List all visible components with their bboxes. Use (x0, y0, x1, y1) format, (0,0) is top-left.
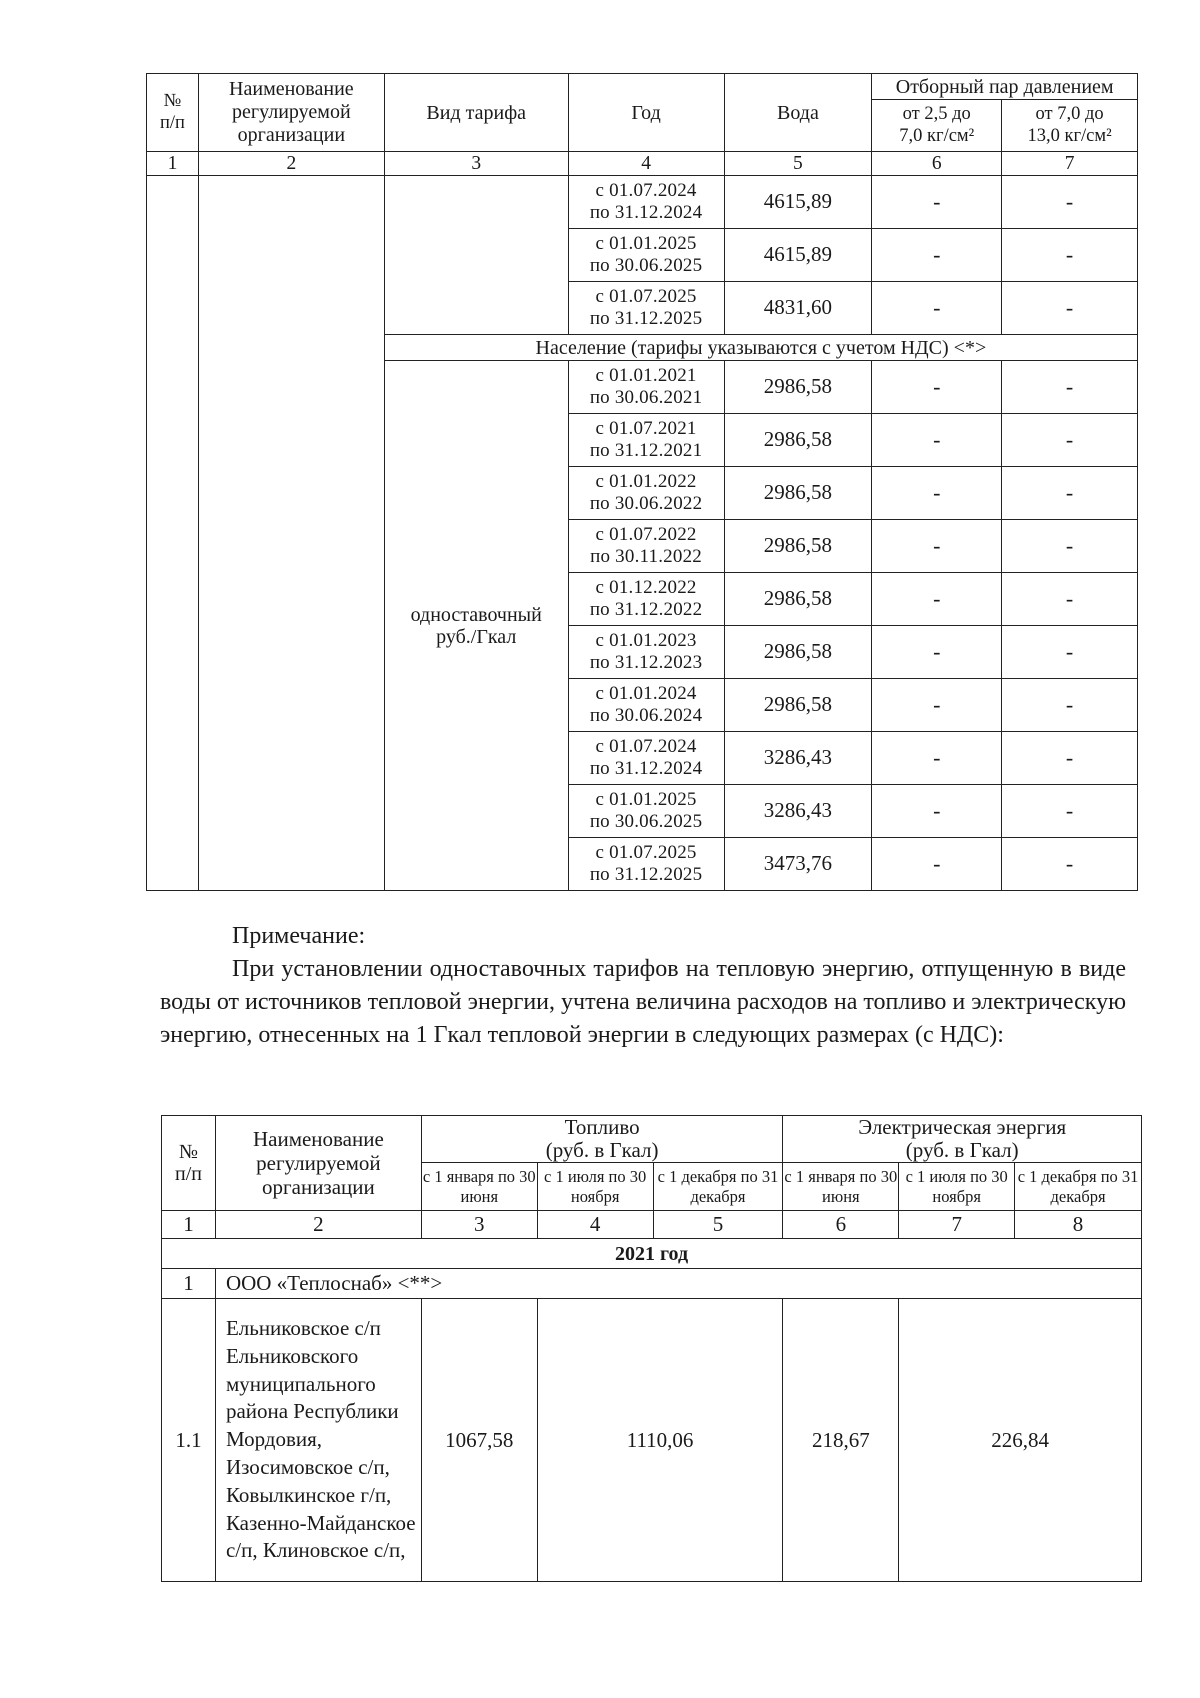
t2-header-el-p1: с 1 января по 30 июня (783, 1163, 899, 1211)
fuel-p2-p3-value: 1110,06 (537, 1299, 783, 1582)
org-cell-empty (198, 176, 384, 891)
steam-low-value: - (872, 176, 1002, 229)
steam-high-value: - (1002, 573, 1138, 626)
period-to: по 31.12.2024 (589, 202, 703, 223)
period-to: по 31.12.2023 (589, 652, 703, 673)
header-org: Наименование регулируемой организации (198, 74, 384, 152)
period-to: по 30.06.2022 (589, 493, 703, 514)
period-cell (568, 785, 724, 838)
period-to: по 31.12.2022 (589, 599, 703, 620)
steam-low-value: - (872, 520, 1002, 573)
t2-header-fuel-p2: с 1 июля по 30 ноября (537, 1163, 653, 1211)
header-steam-low: от 2,5 до 7,0 кг/см² (872, 100, 1002, 152)
period-from: с 01.07.2021 (595, 418, 697, 440)
water-value: 2986,58 (724, 361, 872, 414)
note-heading: Примечание: (232, 923, 366, 949)
steam-high-value: - (1002, 361, 1138, 414)
t2-header-electric: Электрическая энергия (руб. в Гкал) (783, 1116, 1142, 1163)
period-from: с 01.01.2024 (595, 683, 697, 705)
period-from: с 01.12.2022 (595, 577, 697, 599)
water-value: 4831,60 (724, 282, 872, 335)
steam-low-value: - (872, 626, 1002, 679)
steam-high-value: - (1002, 520, 1138, 573)
water-value: 4615,89 (724, 229, 872, 282)
period-cell (568, 679, 724, 732)
sub-row-num: 1.1 (162, 1299, 216, 1582)
period-to: по 30.06.2025 (589, 811, 703, 832)
steam-high-value: - (1002, 838, 1138, 891)
period-cell (568, 229, 724, 282)
col-number: 6 (872, 152, 1002, 176)
t2-header-fuel: Топливо (руб. в Гкал) (421, 1116, 783, 1163)
period-to: по 31.12.2025 (589, 864, 703, 885)
period-to: по 30.06.2021 (589, 387, 703, 408)
t2-col-number: 2 (215, 1211, 421, 1239)
steam-high-value: - (1002, 467, 1138, 520)
t2-header-el-p3: с 1 декабря по 31 декабря (1015, 1163, 1142, 1211)
steam-low-value: - (872, 414, 1002, 467)
col-number: 7 (1002, 152, 1138, 176)
year-row: 2021 год (162, 1239, 1142, 1269)
period-cell (568, 176, 724, 229)
t2-header-num: № п/п (162, 1116, 216, 1211)
electric-p2-p3-value: 226,84 (899, 1299, 1142, 1582)
steam-high-value: - (1002, 229, 1138, 282)
costs-table (161, 1115, 1142, 1582)
period-cell (568, 361, 724, 414)
water-value: 2986,58 (724, 467, 872, 520)
t2-header-fuel-p3: с 1 декабря по 31 декабря (653, 1163, 783, 1211)
header-steam-high: от 7,0 до 13,0 кг/см² (1002, 100, 1138, 152)
period-to: по 30.06.2025 (589, 255, 703, 276)
t2-col-number: 7 (899, 1211, 1015, 1239)
water-value: 2986,58 (724, 573, 872, 626)
steam-high-value: - (1002, 414, 1138, 467)
period-cell (568, 626, 724, 679)
steam-low-value: - (872, 229, 1002, 282)
sub-row-name: Ельниковское с/п Ельниковского муниципального района Республики Мордовия, Изосимовское с/п, Ковылкинское г/п, Казенно-Майданское с/п, Клиновское с/п, (215, 1299, 421, 1582)
period-cell (568, 838, 724, 891)
population-header: Население (тарифы указываются с учетом НДС) <*> (384, 335, 1137, 361)
t2-header-org: Наименование регулируемой организации (215, 1116, 421, 1211)
period-from: с 01.07.2022 (595, 524, 697, 546)
t2-col-number: 3 (421, 1211, 537, 1239)
water-value: 2986,58 (724, 414, 872, 467)
header-water: Вода (724, 74, 872, 152)
header-year: Год (568, 74, 724, 152)
t2-col-number: 8 (1015, 1211, 1142, 1239)
period-from: с 01.01.2021 (595, 365, 697, 387)
period-cell (568, 573, 724, 626)
org-row-num: 1 (162, 1269, 216, 1299)
header-num: № п/п (147, 74, 199, 152)
tariff-type-cell (384, 361, 568, 891)
header-tariff-type: Вид тарифа (384, 74, 568, 152)
water-value: 3473,76 (724, 838, 872, 891)
period-cell (568, 414, 724, 467)
steam-low-value: - (872, 679, 1002, 732)
col-number: 5 (724, 152, 872, 176)
water-value: 4615,89 (724, 176, 872, 229)
note-text: При установлении одноставочных тарифов на тепловую энергию, отпущенную в виде воды от источников тепловой энергии, учтена величина расходов на топливо и электрическую энергию, отнесенных на 1 Гкал тепловой энергии в следующих размерах (с НДС): (160, 956, 1126, 1048)
water-value: 3286,43 (724, 785, 872, 838)
steam-high-value: - (1002, 732, 1138, 785)
steam-low-value: - (872, 732, 1002, 785)
period-cell (568, 520, 724, 573)
period-from: с 01.07.2025 (595, 842, 697, 864)
period-cell (568, 282, 724, 335)
period-to: по 31.12.2025 (589, 308, 703, 329)
t2-header-el-p2: с 1 июля по 30 ноября (899, 1163, 1015, 1211)
period-from: с 01.01.2025 (595, 789, 697, 811)
steam-low-value: - (872, 282, 1002, 335)
period-cell (568, 467, 724, 520)
period-cell (568, 732, 724, 785)
water-value: 2986,58 (724, 520, 872, 573)
steam-low-value: - (872, 785, 1002, 838)
steam-low-value: - (872, 361, 1002, 414)
col-number: 1 (147, 152, 199, 176)
period-to: по 31.12.2024 (589, 758, 703, 779)
steam-low-value: - (872, 838, 1002, 891)
t2-header-fuel-p1: с 1 января по 30 июня (421, 1163, 537, 1211)
fuel-p1-value: 1067,58 (421, 1299, 537, 1582)
steam-high-value: - (1002, 282, 1138, 335)
period-from: с 01.07.2024 (595, 736, 697, 758)
water-value: 3286,43 (724, 732, 872, 785)
note-block (160, 920, 1126, 1052)
tariff-type-label: одноставочный (410, 603, 542, 626)
header-steam: Отборный пар давлением (872, 74, 1138, 100)
water-value: 2986,58 (724, 679, 872, 732)
period-to: по 30.06.2024 (589, 705, 703, 726)
electric-p1-value: 218,67 (783, 1299, 899, 1582)
steam-low-value: - (872, 573, 1002, 626)
period-from: с 01.07.2025 (595, 286, 697, 308)
t2-col-number: 6 (783, 1211, 899, 1239)
col-number: 3 (384, 152, 568, 176)
t2-col-number: 5 (653, 1211, 783, 1239)
col-number: 2 (198, 152, 384, 176)
steam-high-value: - (1002, 679, 1138, 732)
period-from: с 01.01.2022 (595, 471, 697, 493)
steam-high-value: - (1002, 176, 1138, 229)
tariff-cell-empty (384, 176, 568, 335)
col-number: 4 (568, 152, 724, 176)
tariff-unit-label: руб./Гкал (436, 625, 517, 648)
steam-low-value: - (872, 467, 1002, 520)
period-from: с 01.01.2025 (595, 233, 697, 255)
tariff-table (146, 73, 1138, 891)
period-from: с 01.07.2024 (595, 180, 697, 202)
num-cell-empty (147, 176, 199, 891)
water-value: 2986,58 (724, 626, 872, 679)
period-to: по 30.11.2022 (590, 546, 702, 567)
org-row-name: ООО «Теплоснаб» <**> (215, 1269, 1141, 1299)
steam-high-value: - (1002, 626, 1138, 679)
t2-col-number: 4 (537, 1211, 653, 1239)
period-from: с 01.01.2023 (595, 630, 697, 652)
steam-high-value: - (1002, 785, 1138, 838)
period-to: по 31.12.2021 (589, 440, 703, 461)
t2-col-number: 1 (162, 1211, 216, 1239)
